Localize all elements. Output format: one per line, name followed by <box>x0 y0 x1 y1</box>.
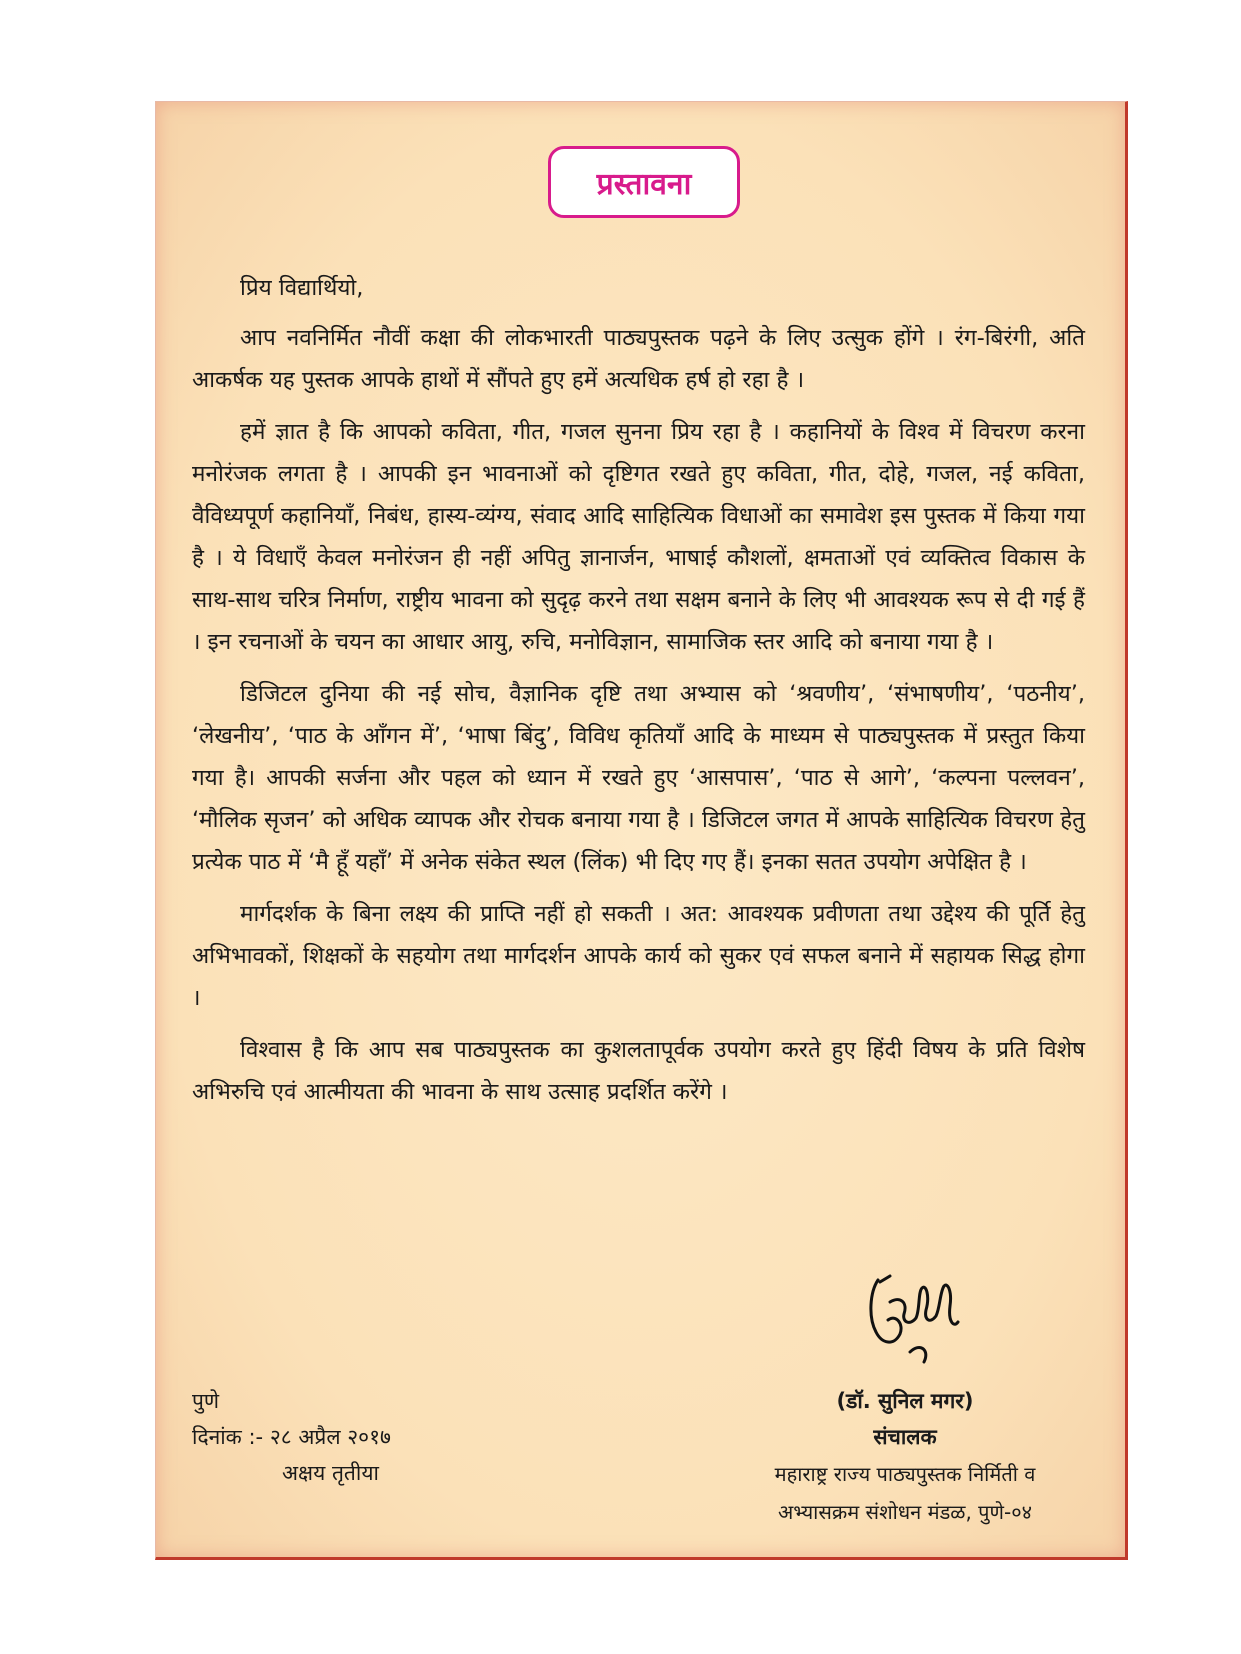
paragraph-3: डिजिटल दुनिया की नई सोच, वैज्ञानिक दृष्टि तथा अभ्यास को ‘श्रवणीय’, ‘संभाषणीय’, ‘पठनीय’, ‘लेखनीय’, ‘पाठ के आँगन में’, ‘भाषा बिंदु’, विविध कृतियाँ आदि के माध्यम से पाठ्यपुस्तक में प्रस्तुत किया गया है। आपकी सर्जना और पहल को ध्यान में रखते हुए ‘आसपास’, ‘पाठ से आगे’, ‘कल्पना पल्लवन’, ‘मौलिक सृजन’ को अधिक व्यापक और रोचक बनाया गया है । डिजिटल जगत में आपके साहित्यिक विचरण हेतु प्रत्येक पाठ में ‘मै हूँ यहाँ’ में अनेक संकेत स्थल (लिंक) भी दिए गए हैं। इनका सतत उपयोग अपेक्षित है । <box>192 681 1085 875</box>
occasion: अक्षय तृतीया <box>282 1461 379 1485</box>
preface-body <box>192 267 1085 1123</box>
paragraph-4: मार्गदर्शक के बिना लक्ष्य की प्राप्ति नहीं हो सकती । अत: आवश्यक प्रवीणता तथा उद्देश्य की पूर्ति हेतु अभिभावकों, शिक्षकों के सहयोग तथा मार्गदर्शन आपके कार्य को सुकर एवं सफल बनाने में सहायक सिद्ध होगा । <box>192 901 1085 1011</box>
place: पुणे <box>192 1389 220 1413</box>
title-box <box>548 146 740 218</box>
footer-right <box>735 1383 1075 1531</box>
footer-left <box>192 1383 391 1491</box>
date: दिनांक :- २८ अप्रैल २०१७ <box>192 1425 391 1449</box>
signatory-name: (डॉ. सुनिल मगर) <box>836 1389 974 1413</box>
signature-icon <box>860 1262 970 1372</box>
signature <box>860 1262 970 1372</box>
salutation: प्रिय विद्यार्थियो, <box>240 275 364 301</box>
signatory-designation: संचालक <box>873 1425 937 1449</box>
paragraph-2: हमें ज्ञात है कि आपको कविता, गीत, गजल सुनना प्रिय रहा है । कहानियों के विश्व में विचरण करना मनोरंजक लगता है । आपकी इन भावनाओं को दृष्टिगत रखते हुए कविता, गीत, दोहे, गजल, नई कविता, वैविध्यपूर्ण कहानियाँ, निबंध, हास्य-व्यंग्य, संवाद आदि साहित्यिक विधाओं का समावेश इस पुस्तक में किया गया है । ये विधाएँ केवल मनोरंजन ही नहीं अपितु ज्ञानार्जन, भाषाई कौशलों, क्षमताओं एवं व्यक्तित्व विकास के साथ-साथ चरित्र निर्माण, राष्ट्रीय भावना को सुदृढ़ करने तथा सक्षम बनाने के लिए भी आवश्यक रूप से दी गई हैं । इन रचनाओं के चयन का आधार आयु, रुचि, मनोविज्ञान, सामाजिक स्तर आदि को बनाया गया है । <box>192 419 1085 655</box>
paragraph-1: आप नवनिर्मित नौवीं कक्षा की लोकभारती पाठ्यपुस्तक पढ़ने के लिए उत्सुक होंगे । रंग-बिरंगी, अति आकर्षक यह पुस्तक आपके हाथों में सौंपते हुए हमें अत्यधिक हर्ष हो रहा है । <box>192 325 1085 393</box>
paragraph-5: विश्वास है कि आप सब पाठ्यपुस्तक का कुशलतापूर्वक उपयोग करते हुए हिंदी विषय के प्रति विशेष अभिरुचि एवं आत्मीयता की भावना के साथ उत्साह प्रदर्शित करेंगे । <box>192 1037 1085 1105</box>
organization-line-2: अभ्यासक्रम संशोधन मंडळ, पुणे-०४ <box>777 1500 1033 1524</box>
organization-line-1: महाराष्ट्र राज्य पाठ्यपुस्तक निर्मिती व <box>774 1462 1036 1486</box>
page-title: प्रस्तावना <box>596 166 692 202</box>
